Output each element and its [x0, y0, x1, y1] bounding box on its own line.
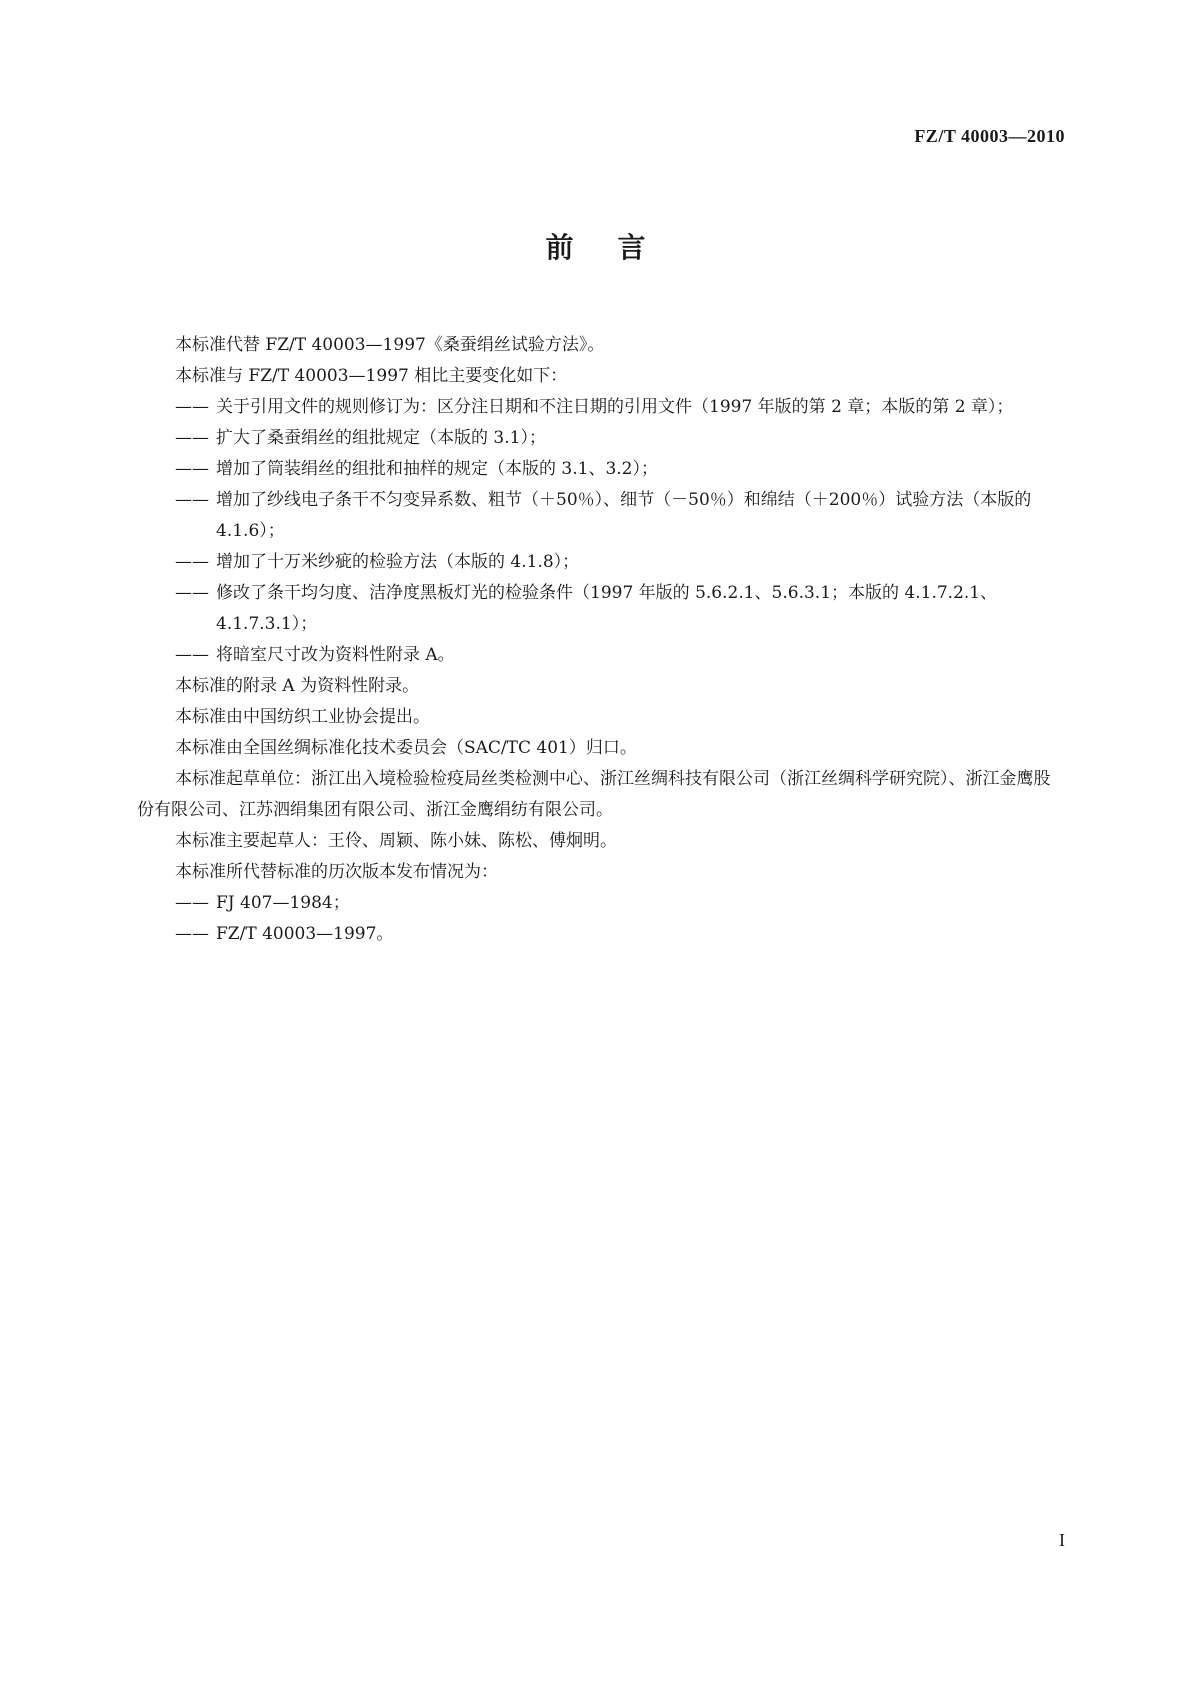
dash-marker: —— [175, 924, 209, 944]
history-item [137, 919, 1067, 950]
dash-marker: —— [175, 490, 209, 510]
list-item-text: 增加了筒装绢丝的组批和抽样的规定（本版的 3.1、3.2）； [216, 459, 658, 479]
paragraph-changes-intro: 本标准与 FZ/T 40003—1997 相比主要变化如下： [175, 366, 568, 386]
foreword-body [137, 330, 1067, 950]
dash-marker: —— [175, 397, 209, 417]
list-item-text: 修改了条干均匀度、洁净度黑板灯光的检验条件（1997 年版的 5.6.2.1、5.6.3.1；本版的 4.1.7.2.1、4.1.7.3.1）； [216, 583, 998, 634]
dash-marker: —— [175, 645, 209, 665]
history-item-text: FJ 407—1984； [216, 893, 350, 913]
dash-marker: —— [175, 459, 209, 479]
paragraph-annex: 本标准的附录 A 为资料性附录。 [175, 676, 420, 696]
paragraph-administered-by: 本标准由全国丝绸标准化技术委员会（SAC/TC 401）归口。 [175, 738, 637, 758]
standard-code: FZ/T 40003—2010 [914, 126, 1065, 146]
list-item [137, 392, 1067, 423]
list-item [137, 640, 1067, 671]
page-number: I [1059, 1530, 1065, 1550]
paragraph-proposed-by: 本标准由中国纺织工业协会提出。 [175, 707, 430, 727]
list-item-text: 增加了纱线电子条干不匀变异系数、粗节（＋50％）、细节（－50％）和绵结（＋200％）试验方法（本版的 4.1.6）； [216, 490, 1032, 541]
dash-marker: —— [175, 552, 209, 572]
list-item [137, 547, 1067, 578]
list-item-text: 将暗室尺寸改为资料性附录 A。 [216, 645, 455, 665]
history-item [137, 888, 1067, 919]
history-item-text: FZ/T 40003—1997。 [216, 924, 394, 944]
page-title: 前言 [545, 231, 690, 264]
list-item [137, 423, 1067, 454]
list-item [137, 485, 1067, 547]
dash-marker: —— [175, 583, 209, 603]
paragraph-replaces: 本标准代替 FZ/T 40003—1997《桑蚕绢丝试验方法》。 [175, 335, 605, 355]
paragraph-drafting-units: 本标准起草单位：浙江出入境检验检疫局丝类检测中心、浙江丝绸科技有限公司（浙江丝绸科学研究院）、浙江金鹰股份有限公司、江苏泗绢集团有限公司、浙江金鹰绢纺有限公司。 [137, 769, 1051, 820]
list-item-text: 关于引用文件的规则修订为：区分注日期和不注日期的引用文件（1997 年版的第 2 章；本版的第 2 章）； [216, 397, 1014, 417]
dash-marker: —— [175, 428, 209, 448]
list-item [137, 578, 1067, 640]
list-item-text: 扩大了桑蚕绢丝的组批规定（本版的 3.1）； [216, 428, 546, 448]
list-item [137, 454, 1067, 485]
dash-marker: —— [175, 893, 209, 913]
list-item-text: 增加了十万米纱疵的检验方法（本版的 4.1.8）； [216, 552, 580, 572]
paragraph-drafters: 本标准主要起草人：王伶、周颖、陈小妹、陈松、傅炯明。 [175, 831, 617, 851]
paragraph-history-intro: 本标准所代替标准的历次版本发布情况为： [175, 862, 498, 882]
